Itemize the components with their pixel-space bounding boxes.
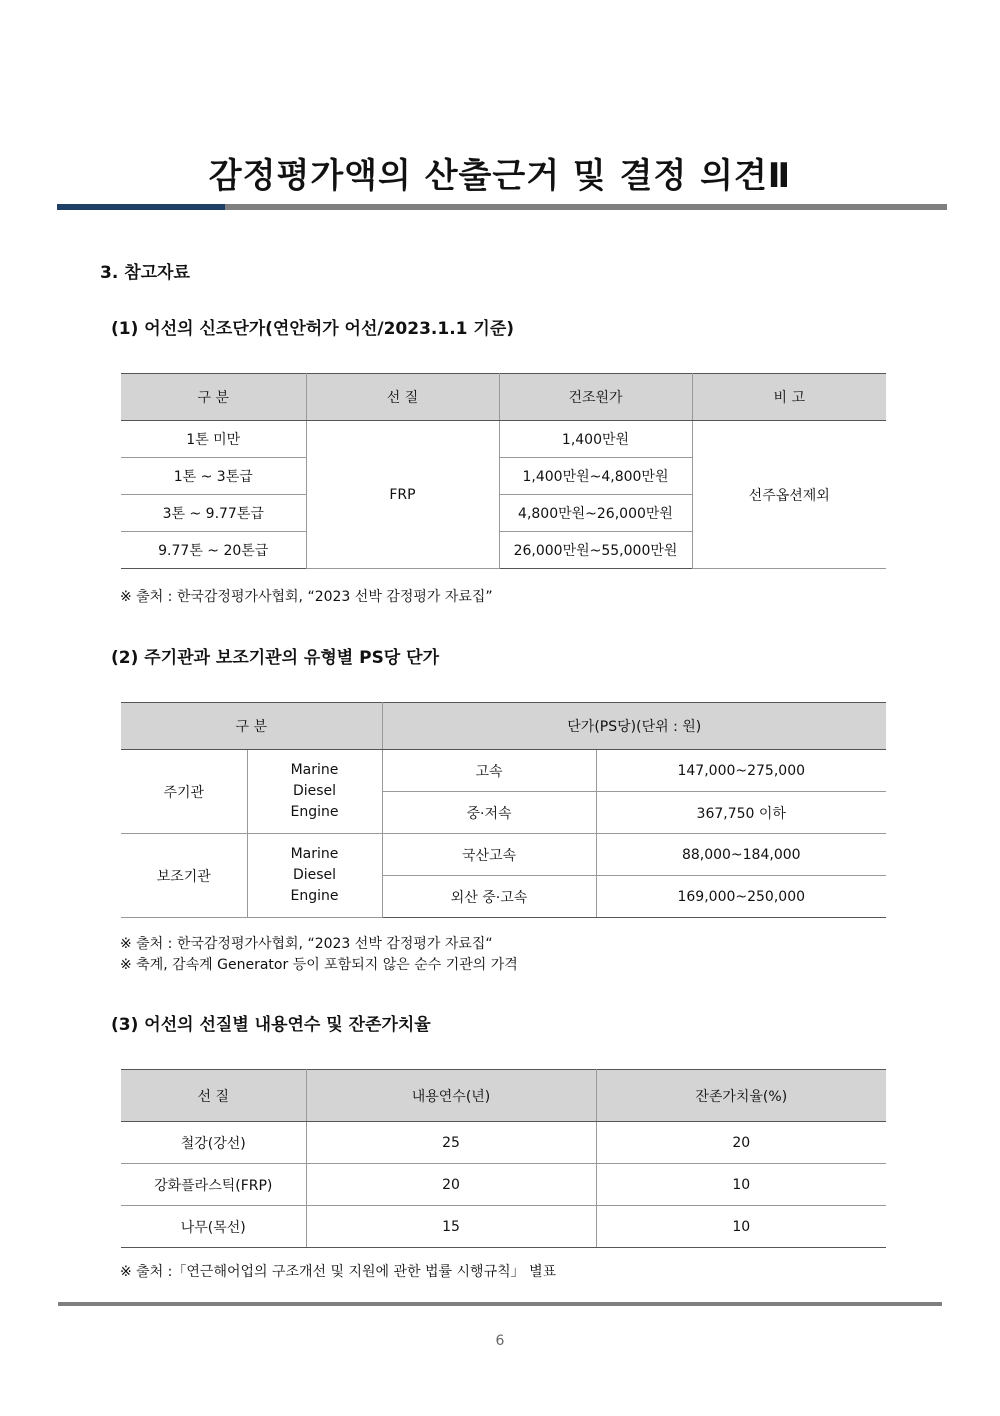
tonnage-cell: 3톤 ~ 9.77톤급 — [121, 495, 306, 532]
price-cell: 169,000~250,000 — [596, 876, 886, 918]
speed-class-cell: 외산 중·고속 — [382, 876, 596, 918]
tonnage-cell: 1톤 미만 — [121, 421, 306, 458]
material-cell: 나무(목선) — [121, 1206, 306, 1248]
residual-rate-cell: 10 — [596, 1164, 886, 1206]
engine-type-cell — [247, 834, 382, 918]
cost-cell: 4,800만원~26,000만원 — [499, 495, 692, 532]
engine-group-cell: 보조기관 — [121, 834, 247, 918]
residual-rate-cell: 10 — [596, 1206, 886, 1248]
section-heading: 3. 참고자료 — [100, 263, 190, 283]
useful-life-cell: 20 — [306, 1164, 596, 1206]
material-cell: FRP — [306, 421, 499, 569]
price-cell: 88,000~184,000 — [596, 834, 886, 876]
material-cell: 강화플라스틱(FRP) — [121, 1164, 306, 1206]
price-cell: 367,750 이하 — [596, 792, 886, 834]
title-divider-accent — [57, 204, 225, 210]
speed-class-cell: 고속 — [382, 750, 596, 792]
table2-scope-note: ※ 축계, 감속계 Generator 등이 포함되지 않은 순수 기관의 가격 — [120, 957, 518, 973]
material-cell: 철강(강선) — [121, 1122, 306, 1164]
title-divider — [57, 204, 947, 210]
footer-divider — [58, 1302, 942, 1306]
table2-source-note: ※ 출처 : 한국감정평가사협회, “2023 선박 감정평가 자료집“ — [120, 936, 493, 952]
engine-type-line: Marine — [290, 762, 339, 778]
cost-cell: 26,000만원~55,000만원 — [499, 532, 692, 569]
tonnage-cell: 1톤 ~ 3톤급 — [121, 458, 306, 495]
useful-life-cell: 15 — [306, 1206, 596, 1248]
table1-heading: (1) 어선의 신조단가(연안허가 어선/2023.1.1 기준) — [111, 319, 515, 339]
engine-type-cell — [247, 750, 382, 834]
engine-group-cell: 주기관 — [121, 750, 247, 834]
newbuild-cost-table — [121, 373, 886, 569]
header-unit-price: 단가(PS당)(단위 : 원) — [382, 703, 886, 750]
useful-life-table — [121, 1069, 886, 1248]
header-category: 구 분 — [121, 374, 306, 421]
remark-cell: 선주옵션제외 — [692, 421, 886, 569]
tonnage-cell: 9.77톤 ~ 20톤급 — [121, 532, 306, 569]
cost-cell: 1,400만원~4,800만원 — [499, 458, 692, 495]
table3-heading: (3) 어선의 선질별 내용연수 및 잔존가치율 — [111, 1015, 431, 1035]
engine-type-line: Engine — [290, 804, 339, 820]
engine-type-line: Diesel — [292, 783, 337, 799]
header-material: 선 질 — [121, 1070, 306, 1122]
engine-unit-price-table — [121, 702, 886, 918]
speed-class-cell: 국산고속 — [382, 834, 596, 876]
cost-cell: 1,400만원 — [499, 421, 692, 458]
residual-rate-cell: 20 — [596, 1122, 886, 1164]
table2-heading: (2) 주기관과 보조기관의 유형별 PS당 단가 — [111, 648, 439, 668]
page-number: 6 — [495, 1333, 505, 1349]
engine-type-line: Engine — [290, 888, 339, 904]
useful-life-cell: 25 — [306, 1122, 596, 1164]
price-cell: 147,000~275,000 — [596, 750, 886, 792]
header-remark: 비 고 — [692, 374, 886, 421]
header-material: 선 질 — [306, 374, 499, 421]
page-title: 감정평가액의 산출근거 및 결정 의견Ⅱ — [208, 156, 792, 196]
engine-type-line: Diesel — [292, 867, 337, 883]
header-category: 구 분 — [121, 703, 382, 750]
header-useful-life: 내용연수(년) — [306, 1070, 596, 1122]
header-build-cost: 건조원가 — [499, 374, 692, 421]
speed-class-cell: 중·저속 — [382, 792, 596, 834]
header-residual-rate: 잔존가치율(%) — [596, 1070, 886, 1122]
engine-type-line: Marine — [290, 846, 339, 862]
table1-source-note: ※ 출처 : 한국감정평가사협회, “2023 선박 감정평가 자료집” — [120, 589, 493, 605]
table3-source-note: ※ 출처 :「연근해어업의 구조개선 및 지원에 관한 법률 시행규칙」 별표 — [120, 1264, 557, 1280]
